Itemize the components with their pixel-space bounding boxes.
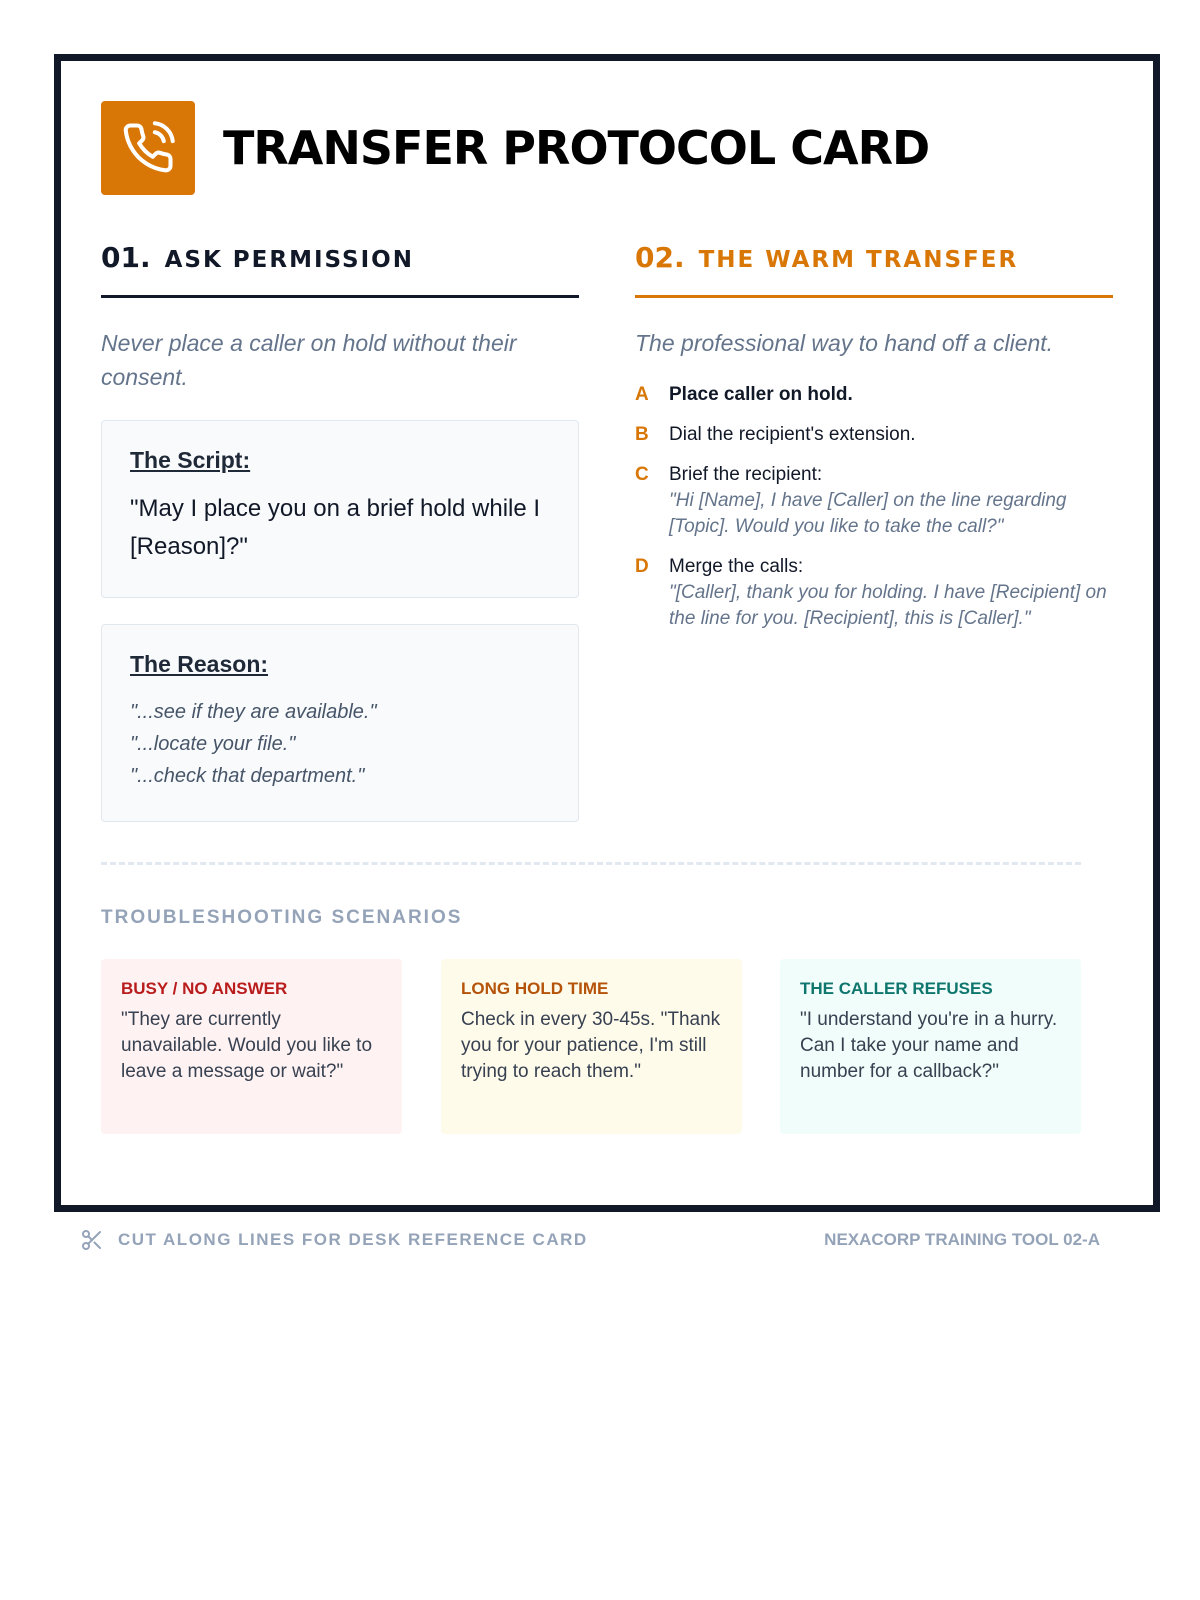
section-2-header (635, 241, 1113, 298)
reason-item: "...see if they are available." (130, 701, 377, 723)
scenario-title: BUSY / NO ANSWER (121, 979, 288, 998)
section-warm-transfer (635, 241, 1113, 646)
protocol-card (54, 54, 1160, 1212)
script-box (101, 420, 579, 598)
reason-item: "...check that department." (130, 765, 365, 787)
cut-instruction (80, 1228, 588, 1252)
reason-list (130, 696, 550, 792)
scenario-title: THE CALLER REFUSES (800, 979, 993, 998)
step-text: Brief the recipient: (669, 464, 823, 485)
section-1-number: 01. (101, 241, 151, 274)
step-letter: A (635, 384, 649, 405)
troubleshooting-heading: TROUBLESHOOTING SCENARIOS (101, 907, 463, 928)
step-item (635, 554, 1113, 632)
step-letter: B (635, 424, 649, 445)
step-item (635, 382, 1113, 408)
script-label: The Script: (130, 447, 251, 473)
phone-call-icon (121, 121, 175, 175)
scenario-text: "I understand you're in a hurry. Can I take your name and number for a callback?" (800, 1009, 1058, 1082)
reason-label: The Reason: (130, 651, 269, 677)
section-2-title: THE WARM TRANSFER (698, 247, 1019, 273)
page-footer (80, 1228, 1100, 1252)
section-2-intro: The professional way to hand off a client. (635, 330, 1054, 356)
step-quote: "[Caller], thank you for holding. I have [Recipient] on the line for you. [Recipient], this is [Caller]." (669, 582, 1107, 629)
step-text: Place caller on hold. (669, 384, 853, 405)
page-title: TRANSFER PROTOCOL CARD (223, 121, 930, 175)
step-item (635, 422, 1113, 448)
section-1-header (101, 241, 579, 298)
step-text: Merge the calls: (669, 556, 804, 577)
section-1-intro: Never place a caller on hold without their consent. (101, 330, 517, 390)
card-header (101, 101, 929, 195)
reason-box (101, 624, 579, 822)
step-item (635, 462, 1113, 540)
transfer-steps (635, 382, 1113, 632)
reason-item: "...locate your file." (130, 733, 296, 755)
section-ask-permission (101, 241, 579, 822)
tool-id: NEXACORP TRAINING TOOL 02-A (824, 1230, 1100, 1249)
scenario-title: LONG HOLD TIME (461, 979, 609, 998)
scenario-long-hold (441, 959, 742, 1134)
cut-instruction-text: CUT ALONG LINES FOR DESK REFERENCE CARD (118, 1230, 588, 1249)
section-1-title: ASK PERMISSION (164, 247, 414, 273)
step-quote: "Hi [Name], I have [Caller] on the line regarding [Topic]. Would you like to take the call?" (669, 490, 1067, 537)
scenario-refuses (780, 959, 1081, 1134)
scenario-text: "They are currently unavailable. Would you like to leave a message or wait?" (121, 1009, 373, 1082)
script-text: "May I place you on a brief hold while I [Reason]?" (130, 495, 541, 560)
step-letter: C (635, 464, 649, 485)
scenario-busy (101, 959, 402, 1134)
step-letter: D (635, 556, 649, 577)
section-2-number: 02. (635, 241, 685, 274)
step-text: Dial the recipient's extension. (669, 424, 916, 445)
logo-badge (101, 101, 195, 195)
cut-divider (101, 862, 1081, 865)
scissors-icon (80, 1228, 104, 1252)
scenario-text: Check in every 30-45s. "Thank you for your patience, I'm still trying to reach them." (461, 1009, 721, 1082)
